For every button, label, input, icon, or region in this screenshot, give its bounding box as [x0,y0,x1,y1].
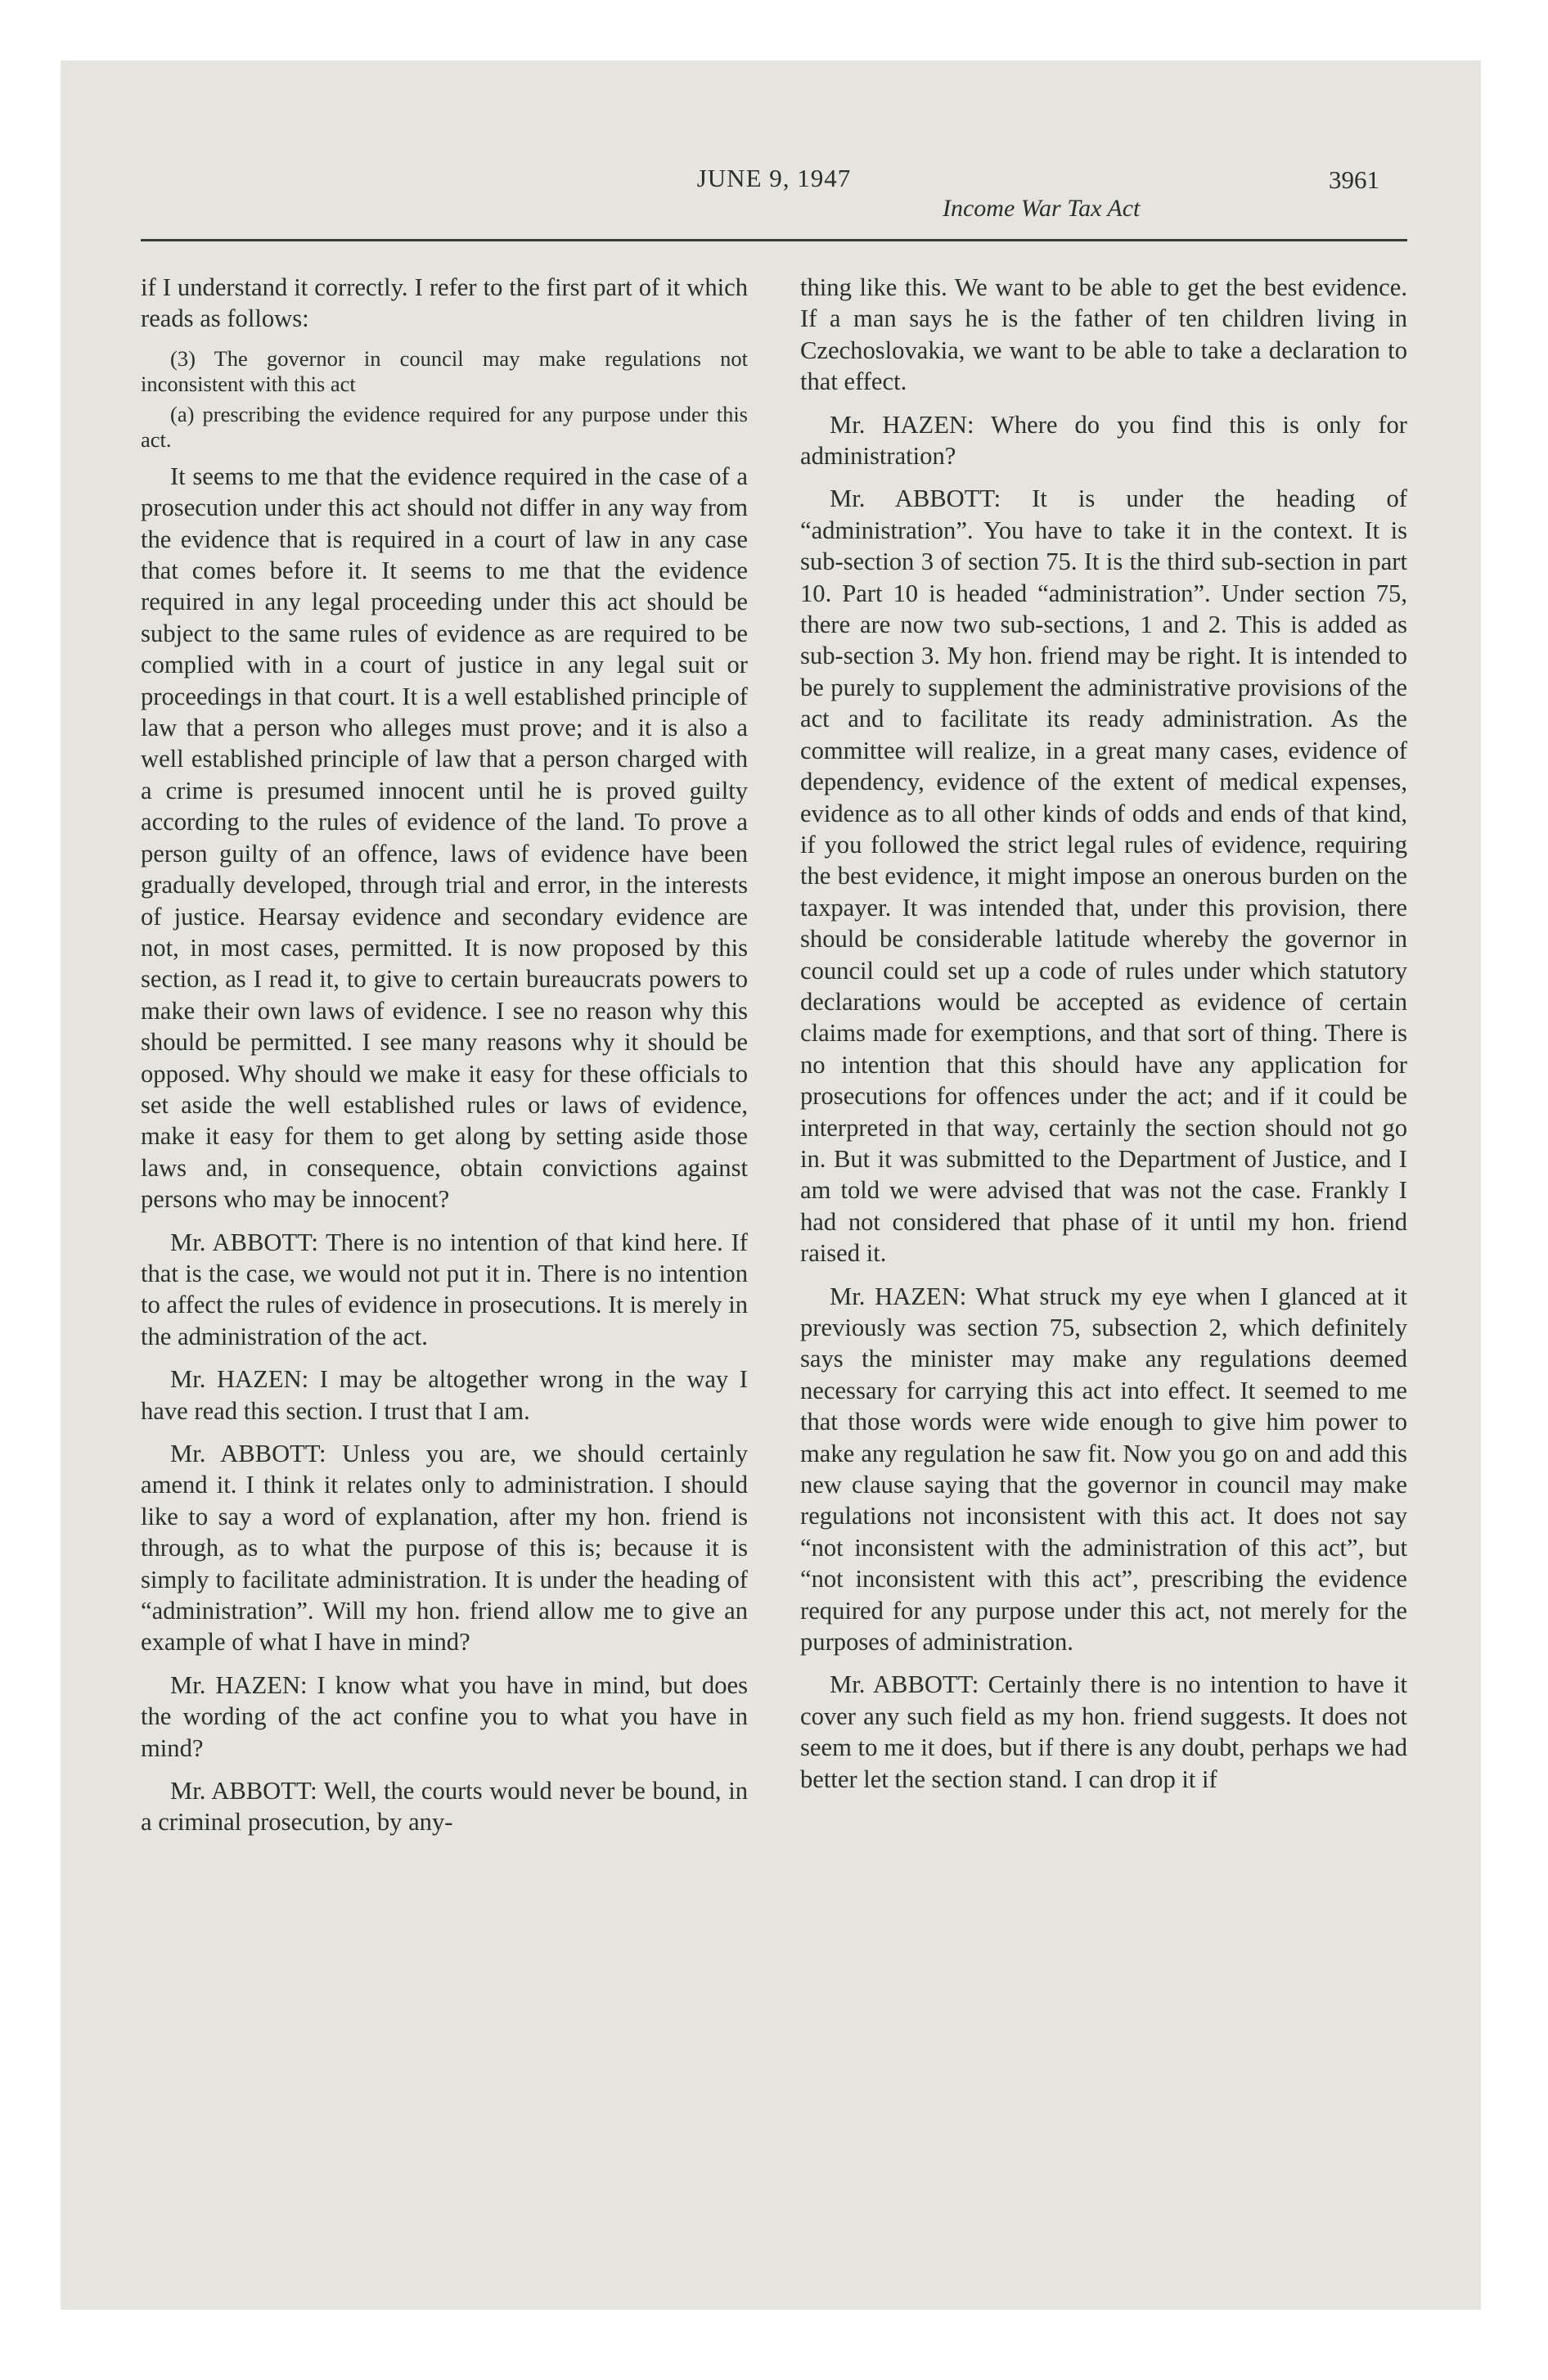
header-section-title: Income War Tax Act [943,195,1141,222]
speech-paragraph: Mr. HAZEN: Where do you find this is only for administration? [800,410,1407,471]
paragraph: thing like this. We want to be able to get the best evidence. If a man says he is the father of ten children living in Czechoslovakia, we want to be able to take a declaration to that effect. [800,273,1407,396]
speech-paragraph: Mr. HAZEN: I may be altogether wrong in the way I have read this section. I trust that I am. [141,1365,748,1425]
left-column [141,272,748,1850]
right-column [800,272,1407,1850]
speech-paragraph: Mr. ABBOTT: Well, the courts would never be bound, in a criminal prosecution, by any- [141,1777,748,1837]
speech-paragraph: Mr. ABBOTT: Certainly there is no intention to have it cover any such field as my hon. friend suggests. It does not seem to me it does, but if there is any doubt, perhaps we had better let the section stand. I can drop it if [800,1670,1407,1793]
document-page [141,160,1407,2239]
quote-line: (3) The governor in council may make regulations not inconsistent with this act [141,345,748,396]
paragraph: It seems to me that the evidence required in the case of a prosecution under this act should not differ in any way from the evidence that is required in a court of law in any case that comes before it. It seems to me that the evidence required in any legal proceeding under this act should be subject to the same rules of evidence as are required to be complied with in a court of justice in any legal suit or proceedings in that court. It is a well established principle of law that a person who alleges must prove; and it is also a well established principle of law that a person charged with a crime is presumed innocent until he is proved guilty according to the rules of evidence of the land. To prove a person guilty of an offence, laws of evidence have been gradually developed, through trial and error, in the interests of justice. Hearsay evidence and secondary evidence are not, in most cases, permitted. It is now proposed by this section, as I read it, to give to certain bureaucrats powers to make their own laws of evidence. I see no reason why this should be permitted. I see many reasons why it should be opposed. Why should we make it easy for these officials to set aside the well established rules or laws of evidence, make it easy for them to get along by setting aside those laws and, in consequence, obtain convictions against persons who may be innocent? [141,462,748,1214]
speech-paragraph: Mr. HAZEN: What struck my eye when I glanced at it previously was section 75, subsection 2, which definitely says the minister may make any regulations deemed necessary for carrying this act into effect. It seemed to me that those words were wide enough to give him power to make any regulation he saw fit. Now you go on and add this new clause saying that the governor in council may make regulations not inconsistent with this act. It does not say “not inconsistent with the administration of this act”, but “not inconsistent with this act”, prescribing the evidence required for any purpose under this act, not merely for the purposes of administration. [800,1282,1407,1657]
quote-line: (a) prescribing the evidence required for any purpose under this act. [141,401,748,452]
speech-paragraph: Mr. ABBOTT: There is no intention of that kind here. If that is the case, we would not put it in. There is no intention to affect the rules of evidence in prosecutions. It is merely in the administration of the act. [141,1228,748,1350]
speech-paragraph: Mr. HAZEN: I know what you have in mind, but does the wording of the act confine you to what you have in mind? [141,1670,748,1762]
header-rule [141,239,1407,241]
header-date: JUNE 9, 1947 [696,164,852,192]
page-header [141,160,1407,232]
header-page-number: 3961 [1329,165,1379,194]
quoted-regulation [141,346,748,453]
paragraph: if I understand it correctly. I refer to the first part of it which reads as follows: [141,273,748,333]
text-columns [141,272,1407,1850]
speech-paragraph: Mr. ABBOTT: Unless you are, we should certainly amend it. I think it relates only to administration. I should like to say a word of explanation, after my hon. friend is through, as to what the purpose of this is; because it is simply to facilitate administration. It is under the heading of “administration”. Will my hon. friend allow me to give an example of what I have in mind? [141,1440,748,1657]
speech-paragraph: Mr. ABBOTT: It is under the heading of “administration”. You have to take it in the context. It is sub-section 3 of section 75. It is the third sub-section in part 10. Part 10 is headed “administration”. Under section 75, there are now two sub-sections, 1 and 2. This is added as sub-section 3. My hon. friend may be right. It is intended to be purely to supplement the administrative provisions of the act and to facilitate its ready administration. As the committee will realize, in a great many cases, evidence of dependency, evidence of the extent of medical expenses, evidence as to all other kinds of odds and ends of that kind, if you followed the strict legal rules of evidence, requiring the best evidence, it might impose an onerous burden on the taxpayer. It was intended that, under this provision, there should be considerable latitude whereby the governor in council could set up a code of rules under which statutory declarations would be accepted as evidence of certain claims made for exemptions, and that sort of thing. There is no intention that this should have any application for prosecutions for offences under the act; and if it could be interpreted in that way, certainly the section should not go in. But it was submitted to the Department of Justice, and I am told we were advised that was not the case. Frankly I had not considered that phase of it until my hon. friend raised it. [800,485,1407,1268]
